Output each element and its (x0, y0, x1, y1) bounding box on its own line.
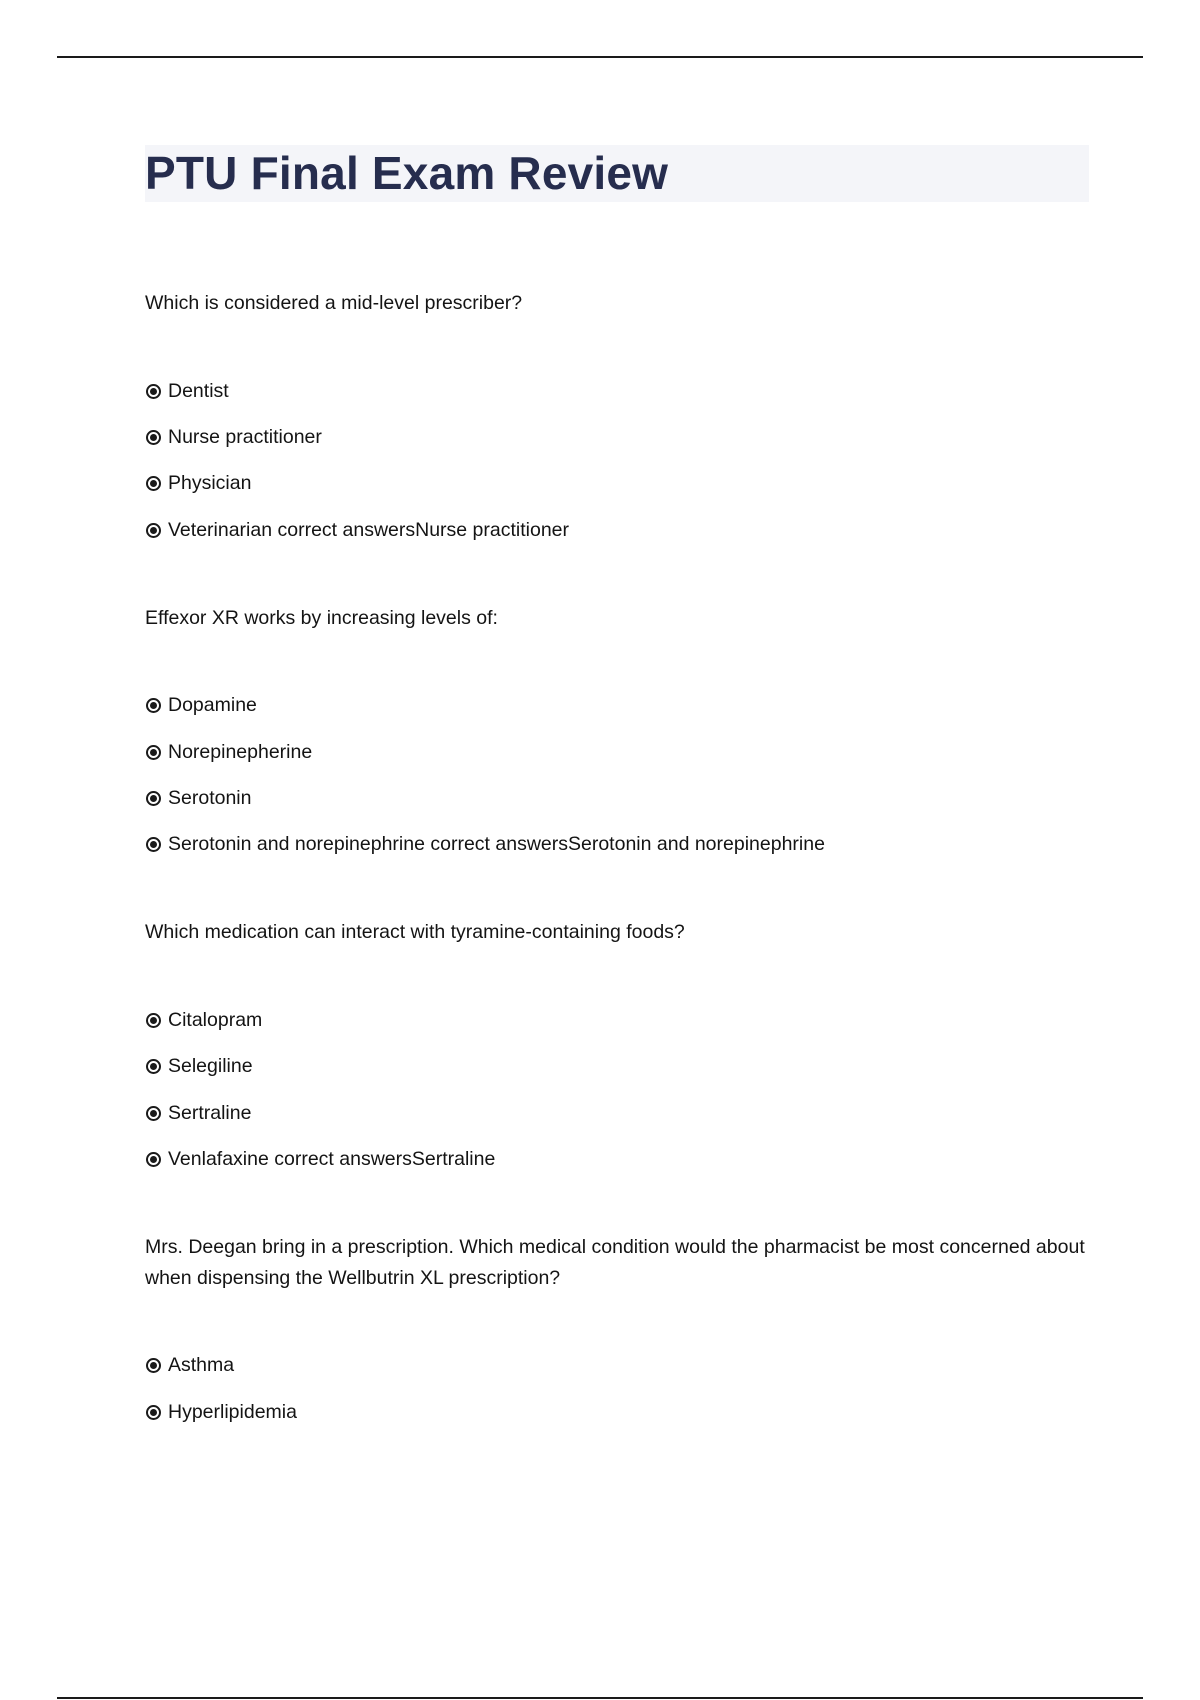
question-list (145, 288, 1095, 1484)
option-item (145, 997, 1095, 1043)
radio-bullet-icon (146, 1405, 161, 1420)
option-item (145, 775, 1095, 821)
option-item (145, 368, 1095, 414)
option-text: Citalopram (168, 1008, 263, 1031)
option-item (145, 729, 1095, 775)
radio-bullet-icon (146, 523, 161, 538)
radio-bullet-icon (146, 1059, 161, 1074)
option-text: Serotonin and norepinephrine correct answersSerotonin and norepinephrine (168, 833, 825, 856)
option-text: Selegiline (168, 1055, 253, 1078)
option-list (145, 1343, 1095, 1436)
document-title: PTU Final Exam Review (145, 147, 669, 199)
question-text: Which medication can interact with tyramine-containing foods? (145, 921, 685, 944)
radio-bullet-icon (146, 837, 161, 852)
question-block (145, 603, 1095, 869)
option-item (145, 822, 1095, 868)
question-block (145, 917, 1095, 1183)
radio-bullet-icon (146, 476, 161, 491)
question-block (145, 288, 1095, 554)
option-item (145, 1044, 1095, 1090)
radio-bullet-icon (146, 1152, 161, 1167)
radio-bullet-icon (146, 430, 161, 445)
option-text: Dentist (168, 379, 229, 402)
radio-bullet-icon (146, 1013, 161, 1028)
radio-bullet-icon (146, 1106, 161, 1121)
option-text: Sertraline (168, 1101, 252, 1124)
option-item (145, 683, 1095, 729)
option-item (145, 1343, 1095, 1389)
radio-bullet-icon (146, 698, 161, 713)
option-text: Nurse practitioner (168, 426, 322, 449)
radio-bullet-icon (146, 384, 161, 399)
option-item (145, 1136, 1095, 1182)
option-item (145, 507, 1095, 553)
question-block (145, 1232, 1095, 1436)
option-text: Hyperlipidemia (168, 1400, 297, 1423)
option-item (145, 1090, 1095, 1136)
option-item (145, 414, 1095, 460)
option-text: Venlafaxine correct answersSertraline (168, 1147, 496, 1170)
option-item (145, 1389, 1095, 1435)
radio-bullet-icon (146, 1358, 161, 1373)
option-list (145, 683, 1095, 869)
option-item (145, 461, 1095, 507)
option-text: Physician (168, 472, 252, 495)
radio-bullet-icon (146, 791, 161, 806)
question-text: Effexor XR works by increasing levels of: (145, 606, 498, 629)
option-text: Asthma (168, 1354, 235, 1377)
option-text: Dopamine (168, 694, 257, 717)
option-list (145, 368, 1095, 554)
option-list (145, 997, 1095, 1183)
option-text: Veterinarian correct answersNurse practitioner (168, 518, 570, 541)
footer-rule (57, 1697, 1143, 1699)
question-text: Mrs. Deegan bring in a prescription. Which medical condition would the pharmacist be most concerned about when dispensing the Wellbutrin XL prescription? (145, 1235, 1085, 1289)
question-text: Which is considered a mid-level prescriber? (145, 292, 523, 314)
radio-bullet-icon (146, 745, 161, 760)
option-text: Norepinepherine (168, 740, 313, 763)
header-rule (57, 56, 1143, 58)
option-text: Serotonin (168, 787, 252, 810)
